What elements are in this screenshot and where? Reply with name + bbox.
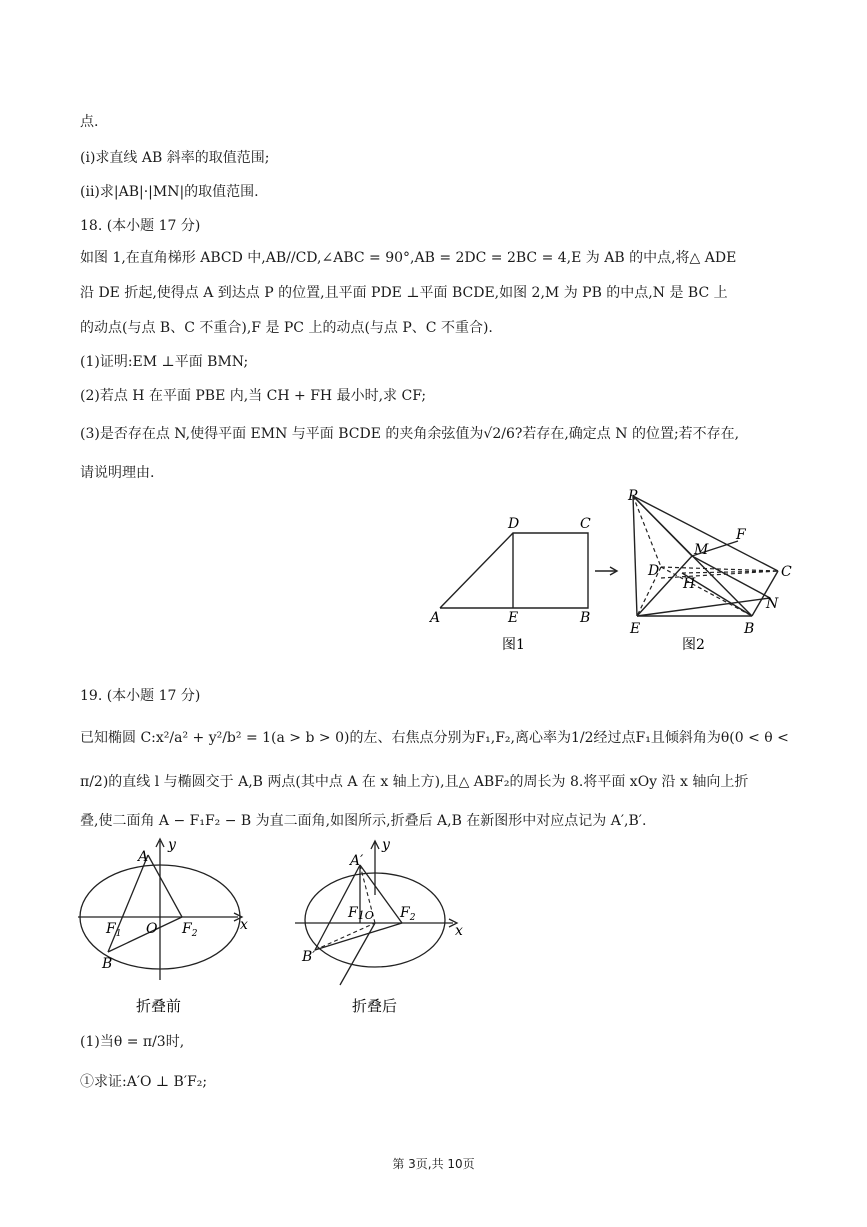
figure-caption: 折叠前	[136, 997, 182, 1015]
point-label: B	[744, 621, 755, 637]
point-label: F1O	[348, 905, 374, 922]
axis-label: x	[455, 923, 463, 939]
figure-caption: 折叠后	[352, 997, 398, 1015]
text-line: (3)是否存在点 N,使得平面 EMN 与平面 BCDE 的夹角余弦值为√2/6?若存在,确定点 N 的位置;若不存在,	[80, 426, 740, 442]
point-label: A′	[350, 853, 364, 869]
text-line: (2)若点 H 在平面 PBE 内,当 CH + FH 最小时,求 CF;	[80, 388, 427, 404]
text-line: 的动点(与点 B、C 不重合),F 是 PC 上的动点(与点 P、C 不重合).	[80, 320, 493, 336]
text-line: (ii)求|AB|·|MN|的取值范围.	[80, 184, 259, 200]
text-line: 已知椭圆 C:x²/a² + y²/b² = 1(a > b > 0)的左、右焦点分别为F₁,F₂,离心率为1/2经过点F₁且倾斜角为θ(0 < θ <	[80, 730, 789, 746]
page-footer: 第 3页,共 10页	[392, 1157, 475, 1171]
point-label: D	[508, 516, 520, 532]
point-label: $F_2$	[182, 921, 198, 939]
question-heading: 19. (本小题 17 分)	[80, 688, 201, 704]
ellipse-figures	[70, 835, 480, 1025]
point-label: $F_1$	[106, 921, 122, 939]
text-line: (1)证明:EM ⊥平面 BMN;	[80, 354, 249, 370]
axis-label: y	[168, 837, 176, 853]
text-line: 叠,使二面角 A − F₁F₂ − B 为直二面角,如图所示,折叠后 A,B 在新图形中对应点记为 A′,B′.	[80, 813, 647, 829]
point-label: B′	[302, 949, 316, 965]
figure-caption: 图1	[502, 637, 525, 653]
point-label: P	[628, 488, 638, 504]
figure-1-2	[420, 488, 800, 658]
point-label: C	[580, 516, 591, 532]
text-line: 点.	[80, 114, 99, 130]
text-line: 如图 1,在直角梯形 ABCD 中,AB//CD,∠ABC = 90°,AB = 2DC = 2BC = 4,E 为 AB 的中点,将△ ADE	[80, 250, 737, 266]
axis-label: y	[382, 837, 390, 853]
question-heading: 18. (本小题 17 分)	[80, 218, 201, 234]
point-label: B	[580, 610, 591, 626]
text-line: 请说明理由.	[80, 465, 155, 481]
point-label: B	[102, 956, 113, 972]
point-label: D	[648, 563, 660, 579]
point-label: E	[630, 621, 641, 637]
point-label: N	[766, 596, 779, 612]
text-line: ①求证:A′O ⊥ B′F₂;	[80, 1074, 208, 1090]
point-label: C	[781, 564, 792, 580]
point-label: O	[146, 921, 158, 937]
text-line: (i)求直线 AB 斜率的取值范围;	[80, 150, 270, 166]
text-line: (1)当θ = π/3时,	[80, 1034, 185, 1050]
point-label: A	[430, 610, 441, 626]
point-label: H	[683, 576, 696, 592]
point-label: M	[694, 542, 709, 558]
point-label: E	[508, 610, 519, 626]
point-label: $F_2$	[400, 905, 416, 923]
text-line: π/2)的直线 l 与椭圆交于 A,B 两点(其中点 A 在 x 轴上方),且△ ABF₂的周长为 8.将平面 xOy 沿 x 轴向上折	[80, 774, 749, 790]
text-line: 沿 DE 折起,使得点 A 到达点 P 的位置,且平面 PDE ⊥平面 BCDE,如图 2,M 为 PB 的中点,N 是 BC 上	[80, 285, 728, 301]
axis-label: x	[240, 917, 248, 933]
point-label: A	[138, 849, 149, 865]
figure-caption: 图2	[682, 637, 705, 653]
point-label: F	[736, 527, 746, 543]
